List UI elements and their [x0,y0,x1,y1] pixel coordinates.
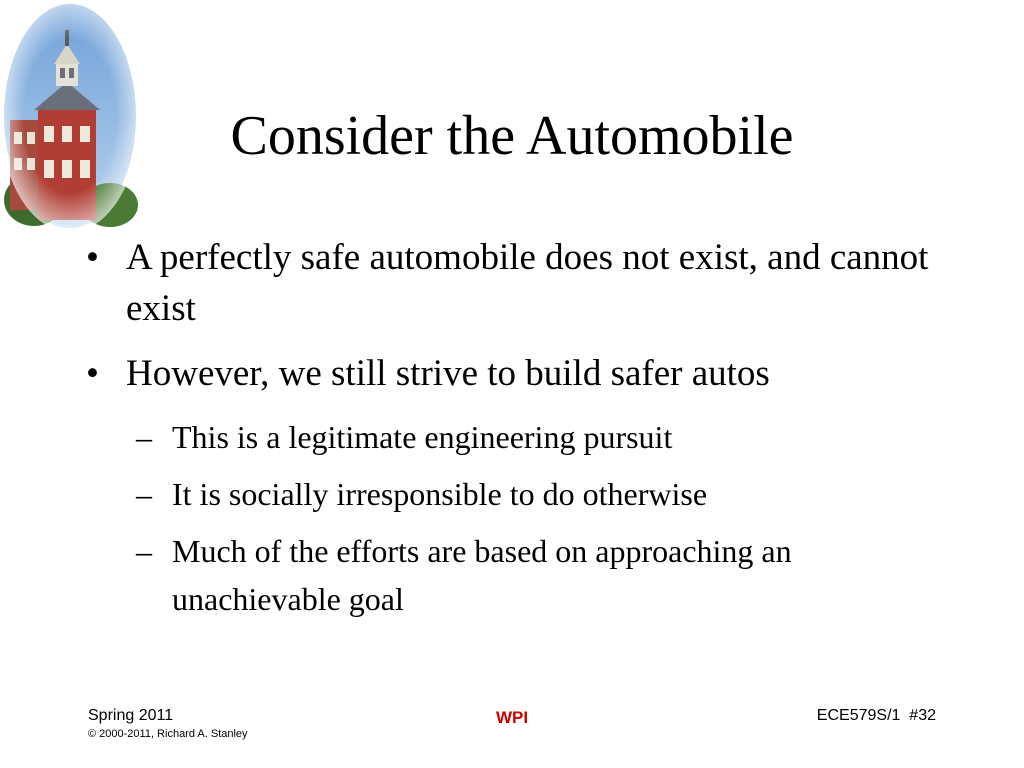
footer-copyright: © 2000-2011, Richard A. Stanley [88,728,248,740]
bullet-mark: • [86,237,99,278]
sub-bullet-text: This is a legitimate engineering pursuit [172,419,673,455]
bullet-text: However, we still strive to build safer autos [126,353,770,394]
bullet-item [86,232,946,334]
bullet-text: A perfectly safe automobile does not exist, and cannot exist [126,237,929,329]
sub-bullet-mark: – [136,533,152,569]
sub-bullet-text: It is socially irresponsible to do otherwise [172,476,708,512]
footer-course-slide: ECE579S/1 #32 [816,707,936,724]
footer-term: Spring 2011 [88,707,174,724]
footer-brand: WPI [495,708,529,727]
bullet-item [86,348,946,399]
sub-bullet-text: Much of the efforts are based on approaching an unachievable goal [172,533,792,617]
bullet-mark: • [86,353,99,394]
sub-bullet-mark: – [136,476,152,512]
slide-body [86,232,946,632]
sub-bullet-item [86,527,946,623]
sub-bullet-item [86,470,946,518]
sub-bullet-mark: – [136,419,152,455]
slide-title: Consider the Automobile [230,105,794,167]
sub-bullet-item [86,413,946,461]
